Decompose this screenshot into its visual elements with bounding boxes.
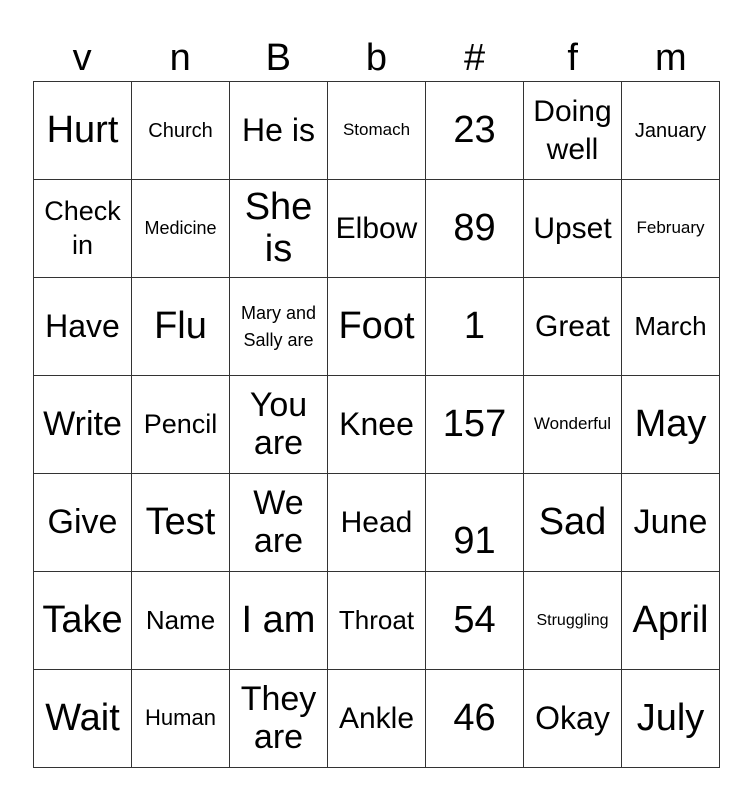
cell-text: March bbox=[634, 310, 707, 341]
bingo-cell[interactable] bbox=[34, 180, 132, 278]
bingo-cell[interactable] bbox=[132, 82, 230, 180]
bingo-cell[interactable] bbox=[426, 376, 524, 474]
bingo-cell[interactable] bbox=[328, 82, 426, 180]
cell-text: 89 bbox=[453, 206, 496, 249]
header-letter: B bbox=[265, 37, 291, 79]
bingo-cell[interactable] bbox=[622, 474, 720, 572]
header-letter: f bbox=[567, 37, 578, 79]
bingo-cell[interactable] bbox=[34, 376, 132, 474]
cell-text: Wait bbox=[45, 696, 120, 739]
cell-text: Okay bbox=[535, 700, 610, 737]
cell-text: She is bbox=[244, 185, 313, 270]
cell-text: I am bbox=[241, 598, 316, 641]
cell-text: Foot bbox=[338, 304, 415, 347]
cell-text: Mary and Sally are bbox=[240, 303, 317, 350]
cell-text: Great bbox=[534, 309, 611, 343]
cell-text: July bbox=[636, 696, 705, 739]
bingo-cell[interactable] bbox=[622, 82, 720, 180]
header-letter: # bbox=[463, 37, 486, 79]
bingo-cell[interactable] bbox=[328, 376, 426, 474]
cell-text: Sad bbox=[538, 500, 607, 543]
cell-text: Church bbox=[148, 119, 213, 142]
cell-text: Hurt bbox=[46, 108, 119, 151]
cell-text: Upset bbox=[533, 211, 612, 245]
bingo-cell[interactable] bbox=[524, 82, 622, 180]
header-letter: v bbox=[72, 37, 92, 79]
cell-text: June bbox=[633, 503, 708, 542]
bingo-cell[interactable] bbox=[34, 474, 132, 572]
cell-text: Write bbox=[43, 405, 122, 444]
cell-text: Medicine bbox=[144, 217, 217, 238]
cell-text: May bbox=[634, 402, 707, 445]
header-letter: b bbox=[365, 37, 387, 79]
bingo-cell[interactable] bbox=[230, 670, 328, 768]
header-letter: m bbox=[654, 37, 687, 79]
cell-text: Give bbox=[47, 503, 118, 542]
bingo-cell[interactable] bbox=[132, 474, 230, 572]
cell-text: He is bbox=[242, 112, 315, 149]
cell-text: Take bbox=[42, 598, 123, 641]
cell-text: February bbox=[636, 218, 705, 238]
bingo-cell[interactable] bbox=[524, 180, 622, 278]
bingo-cell[interactable] bbox=[132, 180, 230, 278]
cell-text: 1 bbox=[463, 304, 486, 347]
bingo-cell[interactable] bbox=[524, 670, 622, 768]
cell-text: Throat bbox=[338, 604, 415, 635]
bingo-cell[interactable] bbox=[230, 474, 328, 572]
cell-text: April bbox=[632, 598, 709, 641]
cell-text: 157 bbox=[442, 402, 507, 445]
bingo-cell[interactable] bbox=[426, 474, 524, 572]
bingo-cell[interactable] bbox=[622, 180, 720, 278]
bingo-cell[interactable] bbox=[230, 180, 328, 278]
cell-text: They are bbox=[240, 680, 317, 756]
bingo-cell[interactable] bbox=[34, 670, 132, 768]
cell-text: Name bbox=[145, 604, 216, 635]
cell-text: Pencil bbox=[143, 409, 218, 440]
bingo-cell[interactable] bbox=[328, 180, 426, 278]
bingo-cell[interactable] bbox=[426, 670, 524, 768]
cell-text: Stomach bbox=[342, 120, 411, 140]
bingo-cell[interactable] bbox=[132, 278, 230, 376]
cell-text: Have bbox=[45, 308, 120, 345]
cell-text: 46 bbox=[453, 696, 496, 739]
bingo-cell[interactable] bbox=[328, 278, 426, 376]
bingo-cell[interactable] bbox=[230, 572, 328, 670]
cell-text: Elbow bbox=[335, 211, 418, 245]
cell-text: 23 bbox=[453, 108, 496, 151]
bingo-cell[interactable] bbox=[230, 278, 328, 376]
bingo-cell[interactable] bbox=[34, 82, 132, 180]
bingo-cell[interactable] bbox=[132, 572, 230, 670]
bingo-cell[interactable] bbox=[622, 278, 720, 376]
bingo-cell[interactable] bbox=[524, 572, 622, 670]
bingo-cell[interactable] bbox=[524, 376, 622, 474]
cell-text: You are bbox=[249, 386, 308, 462]
cell-text: Knee bbox=[339, 406, 414, 443]
bingo-cell[interactable] bbox=[34, 572, 132, 670]
cell-text: Flu bbox=[154, 304, 207, 347]
bingo-cell[interactable] bbox=[132, 376, 230, 474]
cell-text: Wonderful bbox=[533, 414, 612, 434]
cell-text: Check in bbox=[44, 195, 121, 260]
bingo-cell[interactable] bbox=[622, 572, 720, 670]
bingo-cell[interactable] bbox=[426, 180, 524, 278]
cell-text: Doing well bbox=[533, 95, 612, 166]
bingo-cell[interactable] bbox=[426, 278, 524, 376]
cell-text: 54 bbox=[453, 598, 496, 641]
bingo-cell[interactable] bbox=[622, 670, 720, 768]
bingo-cell[interactable] bbox=[328, 670, 426, 768]
bingo-cell[interactable] bbox=[622, 376, 720, 474]
header-letter: n bbox=[169, 37, 191, 79]
cell-text: Ankle bbox=[338, 701, 415, 735]
bingo-cell[interactable] bbox=[230, 376, 328, 474]
bingo-cell[interactable] bbox=[524, 278, 622, 376]
bingo-cell[interactable] bbox=[230, 82, 328, 180]
cell-text: Head bbox=[340, 505, 413, 539]
bingo-cell[interactable] bbox=[132, 670, 230, 768]
cell-text: Test bbox=[145, 500, 216, 543]
cell-text: January bbox=[634, 119, 707, 142]
bingo-header bbox=[33, 34, 720, 82]
cell-text: Human bbox=[145, 705, 216, 731]
bingo-cell[interactable] bbox=[426, 82, 524, 180]
bingo-cell[interactable] bbox=[328, 572, 426, 670]
cell-text: We are bbox=[253, 484, 304, 560]
cell-text: Struggling bbox=[536, 611, 609, 629]
bingo-cell[interactable] bbox=[34, 278, 132, 376]
bingo-cell[interactable] bbox=[328, 474, 426, 572]
cell-text: 91 bbox=[453, 519, 496, 562]
bingo-grid bbox=[33, 81, 720, 768]
bingo-cell[interactable] bbox=[524, 474, 622, 572]
bingo-cell[interactable] bbox=[426, 572, 524, 670]
